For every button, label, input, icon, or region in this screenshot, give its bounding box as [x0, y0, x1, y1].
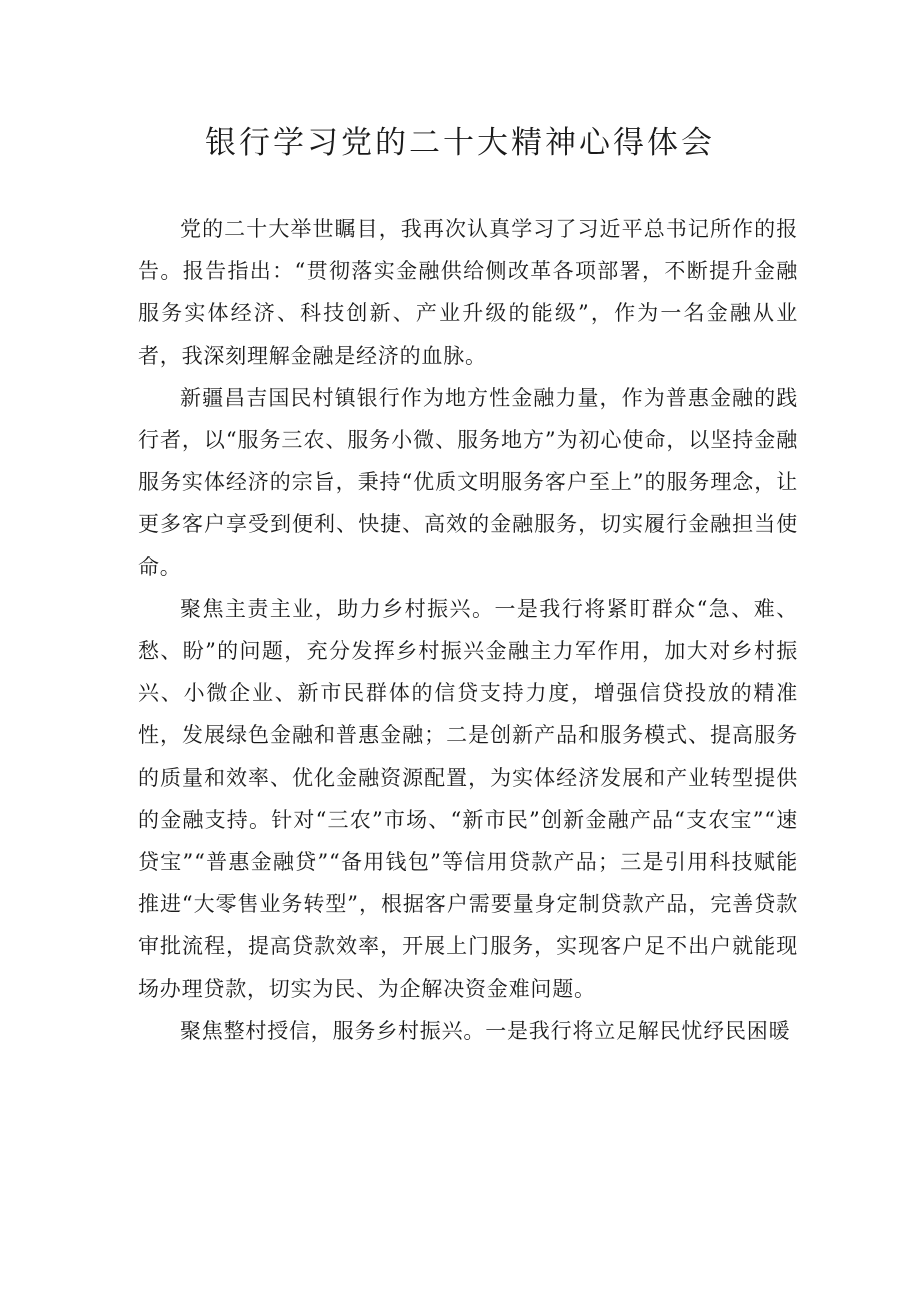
document-title: 银行学习党的二十大精神心得体会 — [205, 125, 715, 161]
paragraph: 聚焦主责主业，助力乡村振兴。一是我行将紧盯群众“急、难、愁、盼”的问题，充分发挥乡村振兴金融主力军作用，加大对乡村振兴、小微企业、新市民群体的信贷支持力度，增强信贷投放的精准性，发展绿色金融和普惠金融；二是创新产品和服务模式、提高服务的质量和效率、优化金融资源配置，为实体经济发展和产业转型提供的金融支持。针对“三农”市场、“新市民”创新金融产品“支农宝”“速贷宝”“普惠金融贷”“备用钱包”等信用贷款产品；三是引用科技赋能推进“大零售业务转型”，根据客户需要量身定制贷款产品，完善贷款审批流程，提高贷款效率，开展上门服务，实现客户足不出户就能现场办理贷款，切实为民、为企解决资金难问题。 — [138, 596, 798, 1001]
paragraph: 聚焦整村授信，服务乡村振兴。一是我行将立足解民忧纾民困暖 — [180, 1018, 791, 1043]
paragraph: 党的二十大举世瞩目，我再次认真学习了习近平总书记所作的报告。报告指出：“贯彻落实金融供给侧改革各项部署，不断提升金融服务实体经济、科技创新、产业升级的能级”，作为一名金融从业者，我深刻理解金融是经济的血脉。 — [138, 217, 798, 368]
paragraph: 新疆昌吉国民村镇银行作为地方性金融力量，作为普惠金融的践行者，以“服务三农、服务小微、服务地方”为初心使命，以坚持金融服务实体经济的宗旨，秉持“优质文明服务客户至上”的服务理念，让更多客户享受到便利、快捷、高效的金融服务，切实履行金融担当使命。 — [138, 385, 798, 579]
document-body — [138, 208, 798, 1052]
